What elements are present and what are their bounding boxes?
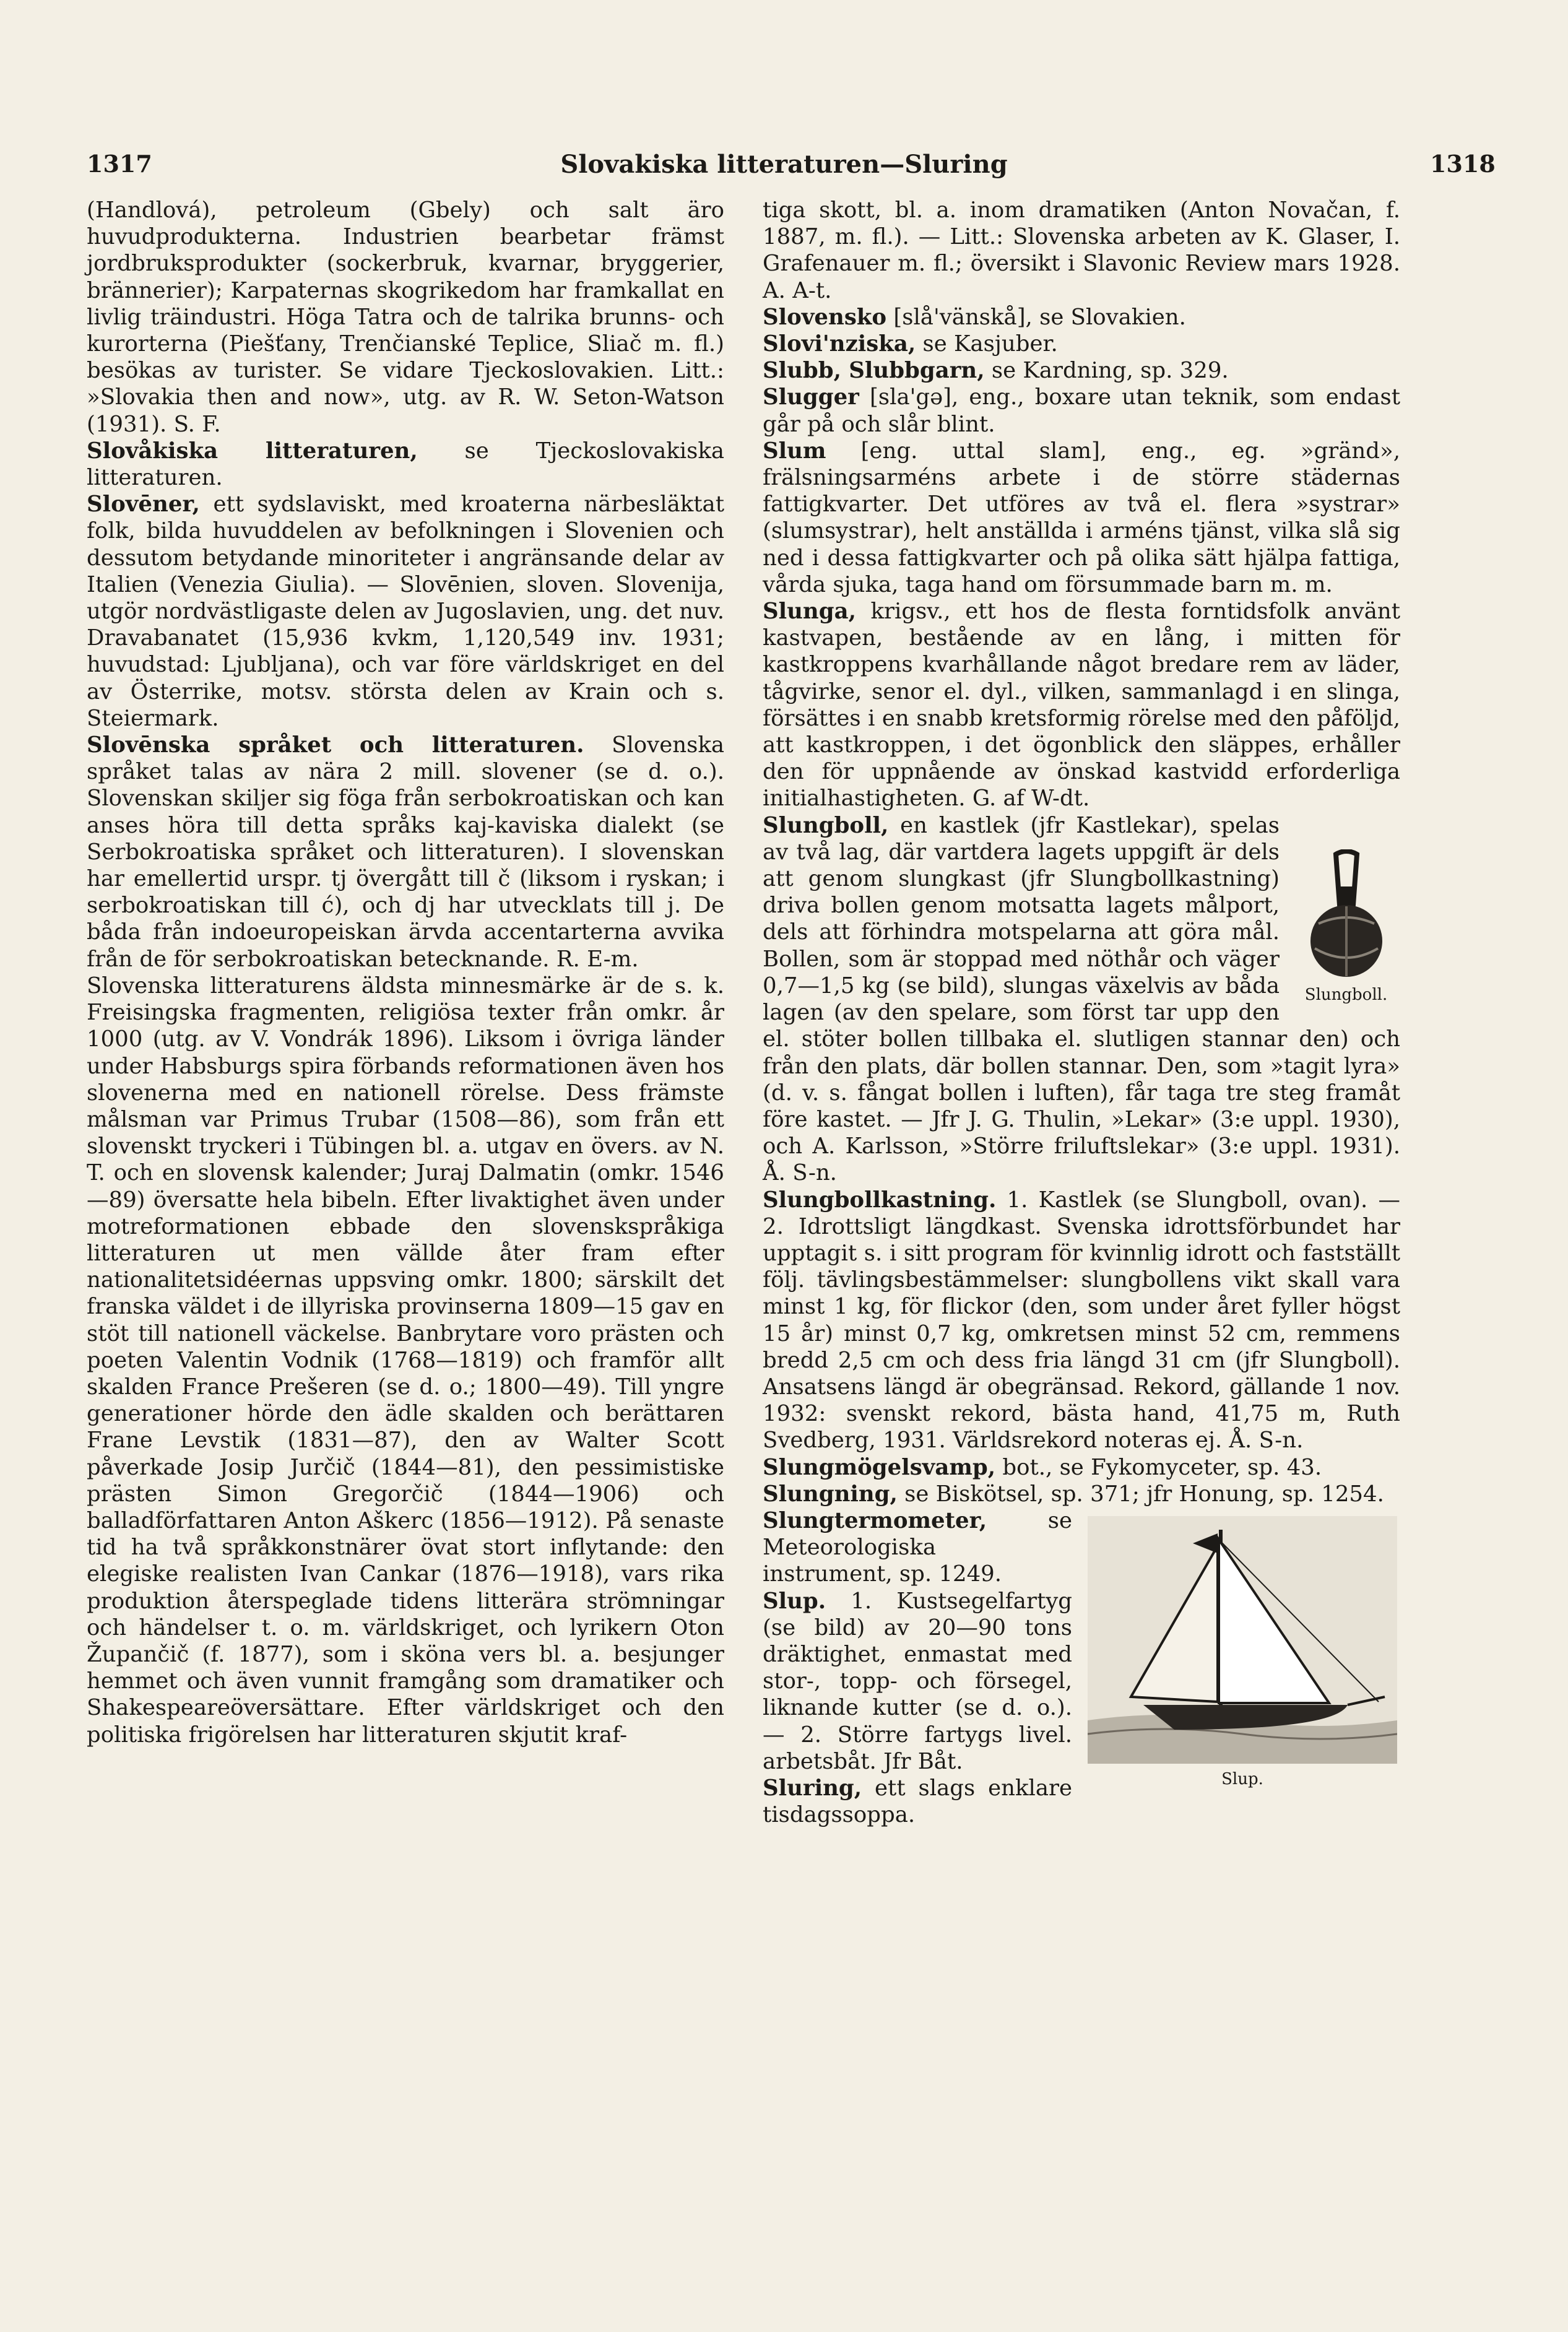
entry-slungning: Slungning, se Biskötsel, sp. 371; jfr Honung, sp. 1254. xyxy=(763,1481,1384,1507)
entry-slugger: Slugger [sla'gə], eng., boxare utan teknik, som endast går på och slår blint. xyxy=(763,384,1400,437)
entry-slum: Slum [eng. uttal slam], eng., eg. »gränd», frälsningsarméns arbete i de större städernas fattigkvarter. Det utföres av två el. flera »systrar» (slumsystrar), helt anställda i arméns tjänst, vilka slå sig ned i dessa fattigkvarter och på olika sätt hjälpa fattiga, vårda sjuka, taga hand om försummade barn m. m. xyxy=(763,438,1400,597)
slungboll-figure xyxy=(1292,849,1400,1004)
entry-slovakien-continued: (Handlová), petroleum (Gbely) och salt äro huvudprodukterna. Industrien bearbetar främst jordbruksprodukter (sockerbruk, kvarnar, bryggerier, brännerier); Karpaternas skogrikedom har framkallat en livlig träindustri. Höga Tatra och de talrika brunns- och kurorterna (Piešťany, Trenčianské Teplice, Sliač m. fl.) besökas av turister. Se vidare Tjeckoslovakien. Litt.: »Slovakia then and now», utg. av R. W. Seton-Watson (1931). S. F. xyxy=(87,197,724,437)
slup-caption: Slup. xyxy=(1221,1770,1263,1789)
entry-slungbollkastning: Slungbollkastning. 1. Kastlek (se Slungboll, ovan). — 2. Idrottsligt längdkast. Svenska idrottsförbundet har upptagit s. i sitt program för kvinnlig idrott och fastställt följ. tävlingsbestämmelser: slungbollens vikt skall vara minst 1 kg, för flickor (den, som under året fyller högst 15 år) minst 0,7 kg, omkretsen minst 52 cm, remmens bredd 2,5 cm och dess fria längd 31 cm (jfr Slungboll). Ansatsens längd är obegränsad. Rekord, gällande 1 nov. 1932: svenskt rekord, bästa hand, 41,75 m, Ruth Svedberg, 1931. Världsrekord noteras ej. Å. S-n. xyxy=(763,1187,1400,1454)
headword: Slungboll, xyxy=(763,812,889,838)
headword: Slovåkiska litteraturen, xyxy=(87,438,418,464)
right-column xyxy=(763,197,1400,1828)
left-column xyxy=(87,197,724,1748)
headword: Slovēner, xyxy=(87,492,200,518)
entry-slovener: Slovēner, ett sydslaviskt, med kroaterna närbesläktat folk, bilda huvuddelen av befolkningen i Slovenien och dessutom betydande minoriteter i angränsande delar av Italien (Venezia Giulia). — Slovēnien, sloven. Slovenija, utgör nordvästligaste delen av Jugoslavien, ung. det nuv. Dravabanatet (15,936 kvkm, 1,120,549 inv. 1931; huvudstad: Ljubljana), och var före världskriget en del av Österrike, motsv. största delen av Krain och s. Steiermark. xyxy=(87,492,724,731)
page-number-right: 1318 xyxy=(1430,150,1496,178)
headword: Slungbollkastning. xyxy=(763,1187,997,1213)
headword: Slup. xyxy=(763,1588,826,1614)
entry-slungmogelsvamp: Slungmögelsvamp, bot., se Fykomyceter, sp. 43. xyxy=(763,1454,1322,1480)
headword: Slovi'nziska, xyxy=(763,331,916,357)
slungboll-caption: Slungboll. xyxy=(1304,985,1388,1004)
entry-slovenska-spraket: Slovēnska språket och litteraturen. Slovenska språket talas av nära 2 mill. slovener (se d. o.). Slovenskan skiljer sig föga från serbokroatiskan och kan anses höra till detta språks kaj-kaviska dialekt (se Serbokroatiska språket och litteraturen). I slovenskan har emellertid urspr. tj övergått till č (liksom i ryskan; i serbokroatiskan till ć), och dj har utvecklats till j. De båda från indoeuropeiskan ärvda accentarterna avvika från de för serbokroatiskan betecknande. R. E-m. xyxy=(87,732,724,972)
entry-slungboll: Slungboll, en kastlek (jfr Kastlekar), spelas av två lag, där vartdera lagets uppgift är dels att genom slungkast (jfr Slungbollkastning) driva bollen genom motsatta lagets målport, dels att förhindra motspelarna att göra mål. Bollen, som är stoppad med nöthår och väger 0,7—1,5 kg (se bild), slungas växelvis av båda lagen (av den spelare, som först tar upp den el. stöter bollen tillbaka el. slutligen stannar den) och från den plats, där bollen stannar. Den, som »tagit lyra» (d. v. s. fångat bollen i luften), får taga tre steg framåt före kastet. — Jfr J. G. Thulin, »Lekar» (3:e uppl. 1930), och A. Karlsson, »Större friluftslekar» (3:e uppl. 1931). Å. S-n. xyxy=(763,812,1400,1186)
entry-slovinziska: Slovi'nziska, se Kasjuber. xyxy=(763,331,1058,357)
headword: Sluring, xyxy=(763,1775,862,1801)
slup-figure xyxy=(1085,1516,1400,1788)
slungboll-illustration xyxy=(1300,849,1393,979)
running-header-title: Slovakiska litteraturen—Sluring xyxy=(560,150,1008,179)
entry-sluring: Sluring, ett slags enklare tisdagssoppa. xyxy=(763,1775,1072,1828)
headword: Slungning, xyxy=(763,1481,898,1507)
headword: Slunga, xyxy=(763,599,856,625)
entry-slovensko: Slovensko [slå'vänskå], se Slovakien. xyxy=(763,304,1186,330)
headword: Slungmögelsvamp, xyxy=(763,1454,996,1480)
page-number-left: 1317 xyxy=(87,150,152,178)
headword: Slugger xyxy=(763,384,859,410)
headword: Slum xyxy=(763,438,826,464)
headword: Slovēnska språket och litteraturen. xyxy=(87,732,584,758)
entry-slup: Slup. 1. Kustsegelfartyg (se bild) av 20—90 tons dräktighet, enmastat med stor-, topp- och försegel, liknande kutter (se d. o.). — 2. Större fartygs livel. arbetsbåt. Jfr Båt. xyxy=(763,1588,1072,1774)
headword: Slungtermometer, xyxy=(763,1507,987,1533)
headword: Slubb, Slubbgarn, xyxy=(763,358,985,384)
entry-slubb: Slubb, Slubbgarn, se Kardning, sp. 329. xyxy=(763,358,1229,384)
entry-slunga: Slunga, krigsv., ett hos de flesta forntidsfolk använt kastvapen, bestående av en lång, i mitten för kastkroppens kvarhållande något bredare rem av läder, tågvirke, senor el. dyl., vilken, sammanlagd i en slinga, försättes i en snabb kretsformig rörelse med den påföljd, att kastkroppen, i det ögonblick den släppes, erhåller den för uppnående av önskad kastvidd erforderliga initialhastigheten. G. af W-dt. xyxy=(763,599,1400,812)
entry-slungtermometer: Slungtermometer, se Meteorologiska instrument, sp. 1249. xyxy=(763,1507,1072,1587)
entry-slovenska-continued: tiga skott, bl. a. inom dramatiken (Anton Novačan, f. 1887, m. fl.). — Litt.: Slovenska arbeten av K. Glaser, I. Grafenauer m. fl.; översikt i Slavonic Review mars 1928. A. A-t. xyxy=(763,197,1400,303)
slup-illustration xyxy=(1088,1516,1397,1764)
entry-slovakiska-litteraturen: Slovåkiska litteraturen, se Tjeckoslovakiska litteraturen. xyxy=(87,438,724,491)
headword: Slovensko xyxy=(763,304,887,330)
entry-slovenska-litteraturen-history: Slovenska litteraturens äldsta minnesmärke är de s. k. Freisingska fragmenten, religiösa texter från omkr. år 1000 (utg. av V. Vondrák 1896). Liksom i övriga länder under Habsburgs spira förbands reformationen även hos slovenerna med en nationell rörelse. Dess främste målsman var Primus Trubar (1508—86), som från ett slovenskt tryckeri i Tübingen bl. a. utgav en övers. av N. T. och en slovensk kalender; Juraj Dalmatin (omkr. 1546—89) översatte hela bibeln. Efter livaktighet även under motreformationen ebbade den slovenskspråkiga litteraturen ut men vällde åter fram efter nationalitetsidéernas uppsving omkr. 1800; särskilt det franska väldet i de illyriska provinserna 1809—15 gav en stöt till nationell väckelse. Banbrytare voro prästen och poeten Valentin Vodnik (1768—1819) och framför allt skalden France Prešeren (se d. o.; 1800—49). Till yngre generationer hörde den ädle skalden och berättaren Frane Levstik (1831—87), den av Walter Scott påverkade Josip Jurčič (1844—81), den pessimistiske prästen Simon Gregorčič (1844—1906) och balladförfattaren Anton Aškerc (1856—1912). På senaste tid ha två språkkonstnärer övat stort inflytande: den elegiske realisten Ivan Cankar (1876—1918), vars rika produktion återspeglade tidens litterära strömningar och händelser t. o. m. världskriget, och lyrikern Oton Župančič (f. 1877), som i sköna vers bl. a. besjunger hemmet och även vunnit framgång som dramatiker och Shakespeareöversättare. Efter världskriget och den politiska frigörelsen har litteraturen skjutit kraf- xyxy=(87,973,724,1748)
